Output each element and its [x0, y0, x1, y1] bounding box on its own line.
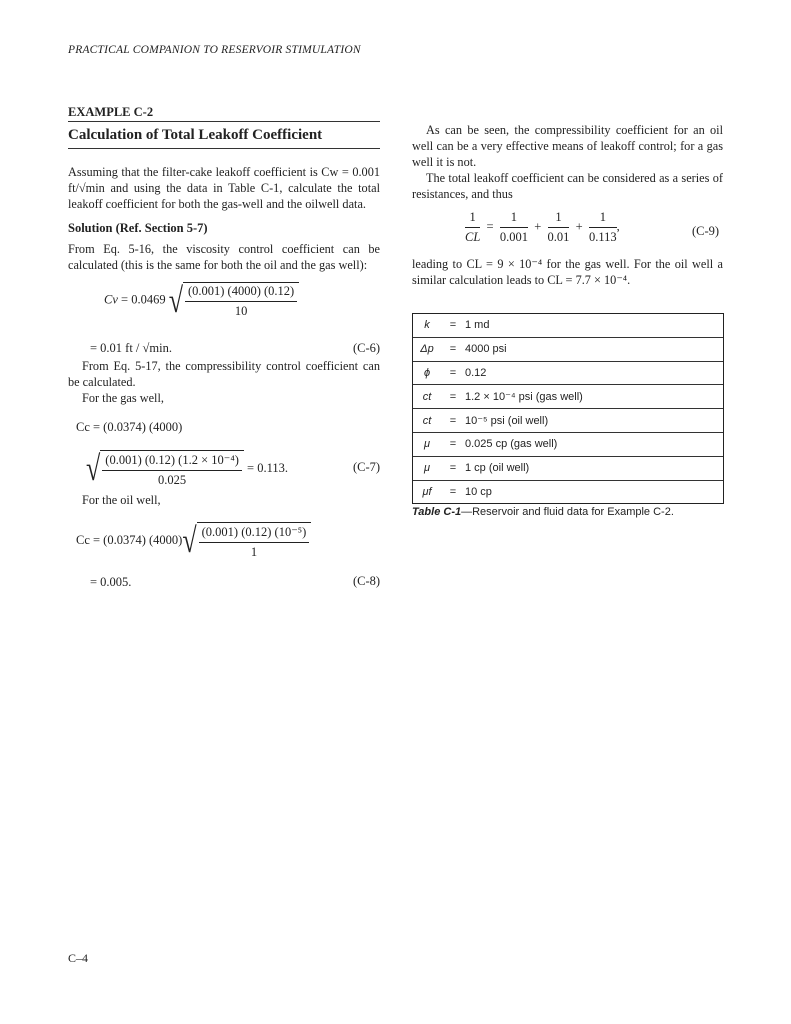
example-bottom-rule — [68, 148, 380, 149]
table-row — [413, 481, 723, 504]
gas-well-label: For the gas well, — [82, 391, 164, 405]
eq-c7-sqrt — [86, 450, 244, 488]
compressibility-paragraph — [68, 358, 380, 406]
eq-c7-line1: Cc = (0.0374) (4000) — [76, 420, 183, 434]
table-equals: = — [449, 390, 457, 403]
table-caption-text: —Reservoir and fluid data for Example C-2. — [461, 506, 674, 518]
page-number: C–4 — [68, 951, 89, 965]
eq-c9-lhs-den: CL — [465, 230, 481, 244]
eq-c9-number: (C-9) — [692, 224, 720, 238]
right-text-1: As can be seen, the compressibility coefficient for an oil well can be a very effective means of leakoff control; for a gas well it is not. — [412, 123, 723, 169]
eq-c6-result: = 0.01 ft / √min. — [90, 341, 172, 355]
table-value: 0.025 cp (gas well) — [465, 438, 558, 451]
right-paragraph-3 — [412, 256, 723, 288]
equation-c8 — [76, 522, 311, 560]
eq-c7-number: (C-7) — [353, 460, 381, 474]
eq-c6-numerator: (0.001) (4000) (0.12) — [185, 284, 297, 302]
table-equals: = — [449, 343, 457, 356]
eq-c9-lhs-num: 1 — [465, 210, 480, 228]
table-equals: = — [449, 485, 457, 498]
solution-text: From Eq. 5-16, the viscosity control coefficient can be calculated (this is the same for both the oil and the gas well): — [68, 242, 380, 272]
right-paragraph-1 — [412, 122, 723, 202]
table-symbol: ct — [422, 390, 432, 403]
table-caption — [412, 506, 674, 518]
table-value: 0.12 — [465, 366, 487, 379]
eq-c8-numerator: (0.001) (0.12) (10⁻⁵) — [199, 524, 310, 543]
eq-c9-t2-num: 1 — [548, 210, 570, 228]
eq-c9-plus-2: + — [572, 219, 586, 234]
sqrt-icon: √ — [182, 520, 197, 560]
table-symbol: Δp — [420, 343, 434, 356]
table-symbol: ϕ — [423, 366, 431, 379]
table-equals: = — [449, 462, 457, 475]
sqrt-icon: √ — [168, 280, 183, 320]
table-symbol: μ — [423, 438, 431, 451]
solution-heading: Solution (Ref. Section 5-7) — [68, 221, 208, 235]
table-row — [413, 362, 723, 386]
example-top-rule — [68, 121, 380, 122]
table-symbol: μ — [423, 462, 431, 475]
table-value: 10 cp — [465, 485, 492, 498]
table-value: 10⁻⁵ psi (oil well) — [465, 415, 549, 428]
table-row — [413, 409, 723, 433]
table-equals: = — [449, 319, 457, 332]
eq-c9-plus-1: + — [531, 219, 545, 234]
table-caption-label: Table C-1 — [412, 506, 462, 518]
table-value: 1 md — [465, 319, 490, 332]
table-row — [413, 338, 723, 362]
sqrt-icon: √ — [86, 448, 101, 488]
eq-c7-numerator: (0.001) (0.12) (1.2 × 10⁻⁴) — [102, 452, 242, 471]
eq-c8-sqrt — [182, 522, 311, 560]
table-symbol: μf — [422, 485, 432, 498]
eq-c9-t3-den: 0.113 — [588, 230, 617, 244]
reservoir-data-table — [412, 313, 724, 504]
table-value: 4000 psi — [465, 343, 507, 356]
table-row — [413, 433, 723, 457]
compressibility-text: From Eq. 5-17, the compressibility control coefficient can be calculated. — [68, 359, 380, 389]
oil-well-paragraph — [68, 492, 380, 508]
eq-c9-t3-num: 1 — [589, 210, 617, 228]
intro-paragraph — [68, 164, 380, 212]
eq-c8-number: (C-8) — [353, 574, 381, 588]
eq-c6-number: (C-6) — [353, 341, 381, 355]
right-text-2: The total leakoff coefficient can be considered as a series of resistances, and thus — [412, 171, 723, 201]
table-value: 1.2 × 10⁻⁴ psi (gas well) — [465, 391, 583, 404]
table-equals: = — [449, 414, 457, 427]
example-title: Calculation of Total Leakoff Coefficient — [68, 127, 323, 143]
eq-c9-equals: = — [483, 219, 497, 234]
eq-c9-t2-den: 0.01 — [547, 230, 570, 244]
eq-c6-coef: = 0.0469 — [121, 292, 166, 307]
example-label: EXAMPLE C-2 — [68, 105, 154, 119]
equation-c7 — [86, 450, 288, 488]
solution-paragraph — [68, 241, 380, 273]
eq-c6-denominator: 10 — [234, 304, 248, 318]
eq-c8-denominator: 1 — [250, 545, 258, 559]
eq-c9-t1-num: 1 — [500, 210, 528, 228]
table-row — [413, 385, 723, 409]
eq-c6-lhs: Cv — [104, 292, 118, 307]
table-row — [413, 457, 723, 481]
table-symbol: k — [424, 319, 430, 332]
eq-c8-result: = 0.005. — [90, 575, 132, 589]
eq-c8-lhs: Cc = (0.0374) (4000) — [76, 532, 183, 547]
table-row — [413, 314, 723, 338]
eq-c9-t1-den: 0.001 — [499, 230, 528, 244]
eq-c7-result: = 0.113. — [247, 460, 288, 475]
table-equals: = — [449, 438, 457, 451]
table-value: 1 cp (oil well) — [465, 462, 530, 475]
intro-text: Assuming that the filter-cake leakoff coefficient is Cw = 0.001 ft/√min and using the data in Table C-1, calculate the total leakoff coefficient for both the gas-well and the oilwell data. — [68, 165, 380, 211]
equation-c9: $\frac{1}{CL}$ = $\frac{1}{0.001}$ + $\frac{1}{0.01}$ + $\frac{1}{0.113}$ , — [465, 210, 620, 244]
eq-c6-sqrt — [169, 282, 300, 319]
eq-c7-denominator: 0.025 — [158, 473, 187, 487]
table-symbol: ct — [422, 414, 432, 427]
running-header: PRACTICAL COMPANION TO RESERVOIR STIMULATION — [68, 44, 361, 56]
table-equals: = — [449, 366, 457, 379]
oil-well-label: For the oil well, — [82, 493, 161, 507]
equation-c6 — [104, 282, 299, 319]
right-text-3: leading to CL = 9 × 10⁻⁴ for the gas well. For the oil well a similar calculation leads to CL = 7.7 × 10⁻⁴. — [412, 257, 723, 287]
